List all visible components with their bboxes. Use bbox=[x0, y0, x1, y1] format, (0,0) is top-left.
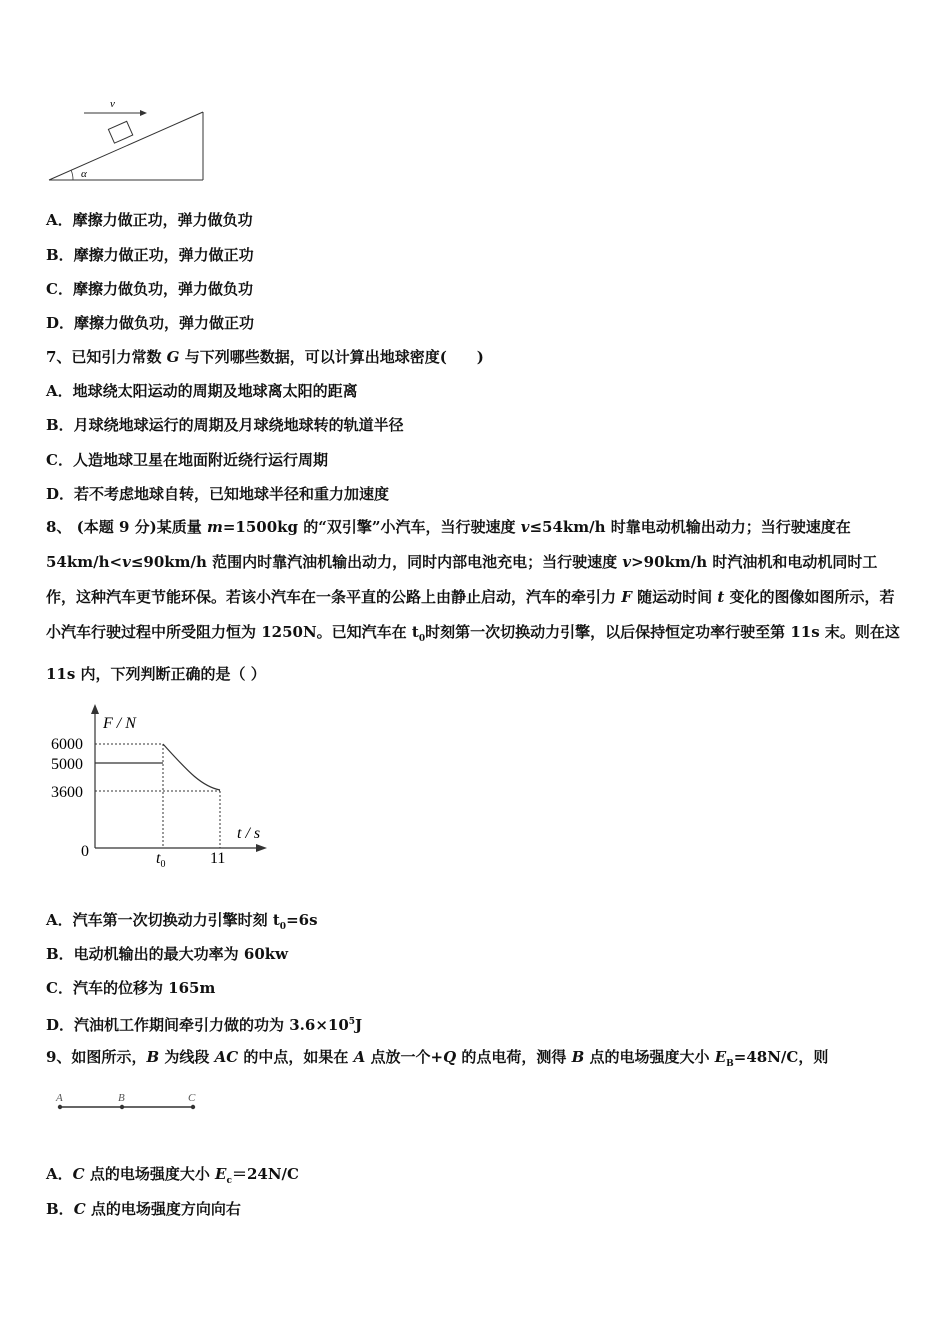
y-tick-5000: 5000 bbox=[51, 756, 83, 773]
angle-arc bbox=[71, 170, 73, 180]
velocity-label: v bbox=[110, 98, 115, 110]
y-axis-label: F / N bbox=[103, 715, 136, 732]
angle-label: α bbox=[81, 168, 87, 180]
q8-stem: 8、 (本题 9 分)某质量 m=1500kg 的“双引擎”小汽车，当行驶速度 v≤54km/h 时靠电动机输出动力；当行驶速度在 54km/h<v≤90km/h 范围内时靠汽油机输出动力，同时内部电池充电；当行驶速度 v>90km/h 时汽油机和电动机同时工作，这种汽车更节能环保。若该小汽车在一条平直的公路上由静止启动，汽车的牵引力 F 随运动时间 t 变化的图像如图所示，若小汽车行驶过程中所受阻力恒为 1250N。已知汽车在 $t_0$时刻第一次切换动力引擎，以后保持恒定功率行驶至第 11s 末。则在这 11s 内，下列判断正确的是（ ） bbox=[46, 518, 900, 683]
q6-option-d: D．摩擦力做负功，弹力做正功 bbox=[46, 314, 255, 332]
q6-option-c: C．摩擦力做负功，弹力做负功 bbox=[46, 280, 253, 298]
q8-option-a: A．汽车第一次切换动力引擎时刻 $t_0=6s$ bbox=[46, 911, 318, 932]
x-axis-label: t / s bbox=[237, 825, 261, 842]
q7-option-d: D．若不考虑地球自转，已知地球半径和重力加速度 bbox=[46, 485, 390, 503]
point-a bbox=[58, 1105, 62, 1109]
q8-option-d: D．汽油机工作期间牵引力做的功为 $3.6\times 10^5J$ bbox=[46, 1016, 363, 1034]
y-tick-6000: 6000 bbox=[51, 736, 83, 753]
point-c bbox=[191, 1105, 195, 1109]
force-time-chart bbox=[40, 700, 280, 875]
label-b: B bbox=[118, 1092, 125, 1104]
label-c: C bbox=[188, 1092, 196, 1104]
incline-figure bbox=[40, 92, 215, 187]
line-segment-figure bbox=[50, 1088, 210, 1118]
q9-stem: 9、如图所示，B 为线段 AC 的中点，如果在 A 点放一个+Q 的点电荷，测得 B 点的电场强度大小 $E_B=48N/C$，则 bbox=[46, 1048, 829, 1069]
origin-label: 0 bbox=[81, 843, 89, 860]
block bbox=[108, 121, 132, 143]
q6-option-b: B．摩擦力做正功，弹力做正功 bbox=[46, 246, 254, 264]
label-a: A bbox=[56, 1092, 63, 1104]
q6-option-a: A．摩擦力做正功，弹力做负功 bbox=[46, 211, 253, 229]
q9-option-b: B．C 点的电场强度方向向右 bbox=[46, 1200, 241, 1218]
x-tick-11: 11 bbox=[210, 850, 226, 867]
q8-option-b: B．电动机输出的最大功率为 60kw bbox=[46, 945, 289, 963]
q9-option-a: A．C 点的电场强度大小 $E_c=24N/C$ bbox=[46, 1165, 299, 1186]
q7-option-a: A．地球绕太阳运动的周期及地球离太阳的距离 bbox=[46, 382, 358, 400]
q8-option-c: C．汽车的位移为 165m bbox=[46, 979, 216, 997]
y-axis-arrow bbox=[91, 704, 99, 714]
q7-option-b: B．月球绕地球运行的周期及月球绕地球转的轨道半径 bbox=[46, 416, 404, 434]
velocity-arrowhead bbox=[140, 110, 147, 116]
x-tick-t0: $t_0$ bbox=[156, 850, 166, 870]
q7-stem: 7、已知引力常数 G 与下列哪些数据，可以计算出地球密度( ) bbox=[46, 348, 484, 366]
q7-option-c: C．人造地球卫星在地面附近绕行运行周期 bbox=[46, 451, 328, 469]
y-tick-3600: 3600 bbox=[51, 784, 83, 801]
x-axis-arrow bbox=[256, 844, 267, 852]
force-decay-curve bbox=[163, 744, 220, 790]
point-b bbox=[120, 1105, 124, 1109]
